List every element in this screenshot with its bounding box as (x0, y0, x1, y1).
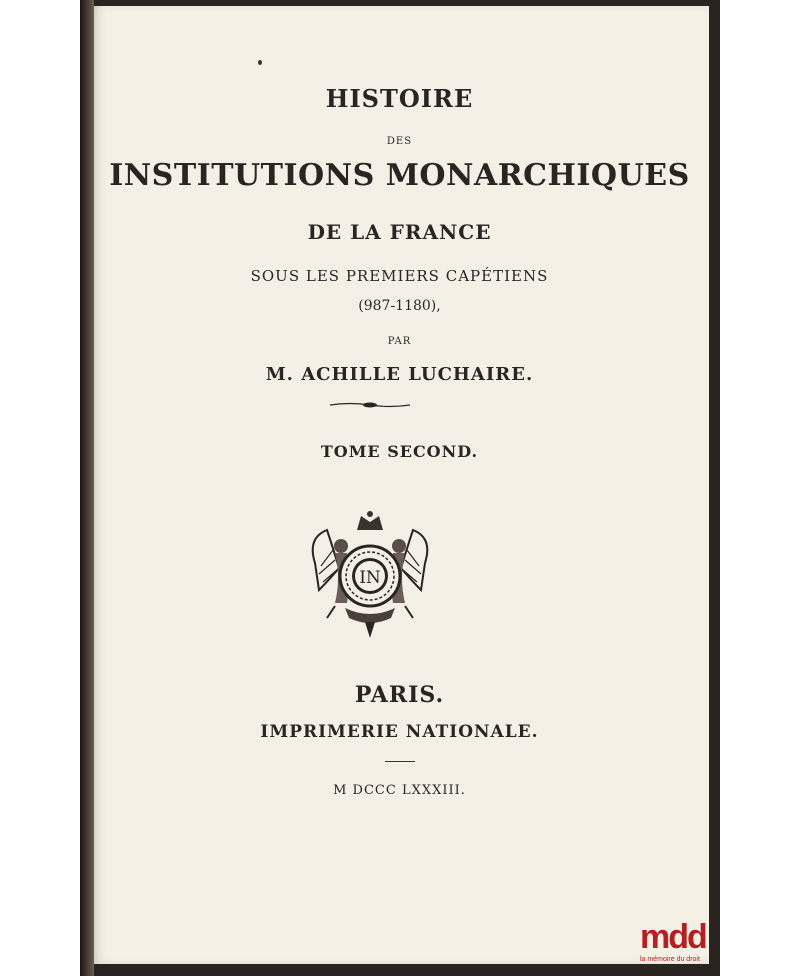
title-des: DES (386, 136, 413, 147)
short-rule (385, 761, 415, 762)
imperial-emblem (305, 508, 435, 640)
city: PARIS. (354, 682, 445, 708)
page-gutter (80, 0, 94, 976)
publisher: IMPRIMERIE NATIONALE. (260, 722, 539, 742)
title-sous-les-premiers: SOUS LES PREMIERS CAPÉTIENS (250, 267, 549, 285)
title-histoire: HISTOIRE (325, 84, 474, 113)
volume-label: TOME SECOND. (320, 442, 479, 461)
emblem-monogram: IN (359, 568, 381, 588)
mdd-logo-tagline: la mémoire du droit (640, 956, 700, 963)
ink-speck (258, 60, 262, 65)
publication-year: M DCCC LXXXIII. (333, 783, 466, 798)
mdd-watermark-logo (640, 920, 716, 964)
title-par: PAR (387, 336, 412, 347)
mdd-logo-text: mdd (640, 918, 706, 956)
title-dates: (987-1180), (358, 298, 441, 314)
title-institutions: INSTITUTIONS MONARCHIQUES (109, 158, 690, 193)
author-name: M. ACHILLE LUCHAIRE. (265, 364, 534, 385)
ornamental-rule (330, 399, 410, 411)
title-de-la-france: DE LA FRANCE (307, 220, 492, 244)
title-page (90, 6, 709, 964)
